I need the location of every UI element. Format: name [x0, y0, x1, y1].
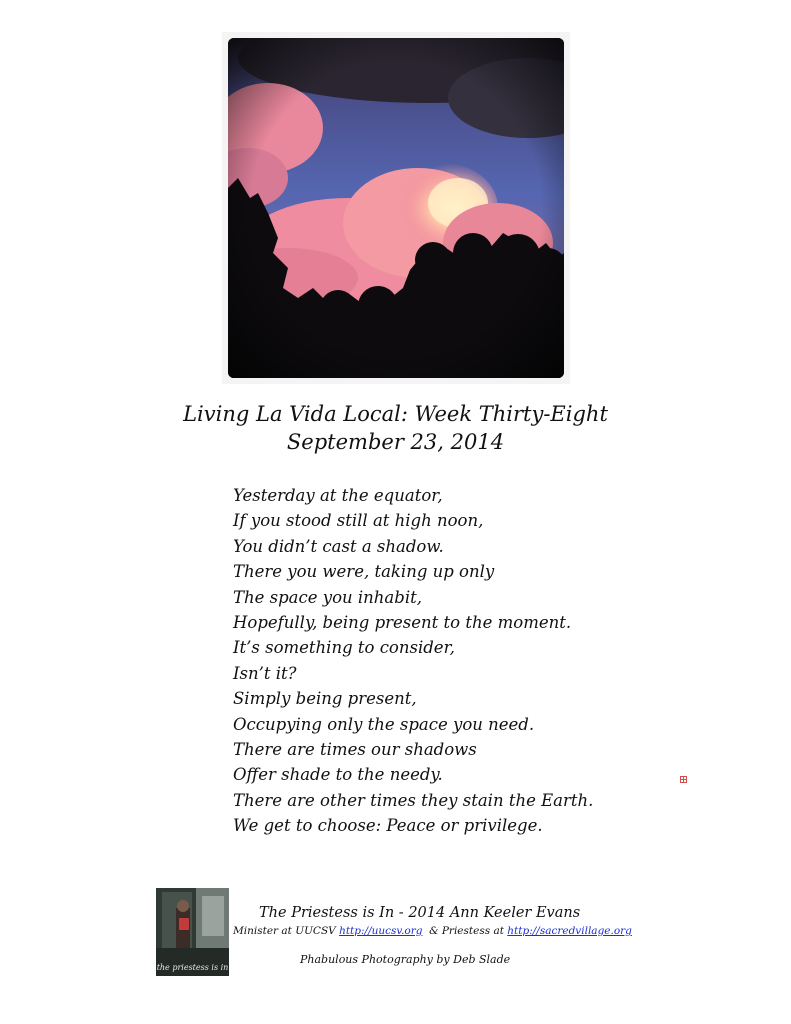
poem-line: Simply being present,	[233, 689, 417, 709]
page-date: September 23, 2014	[286, 430, 505, 454]
poem-line: Occupying only the space you need.	[233, 714, 535, 734]
poem-line: There are times our shadows	[233, 739, 477, 759]
image-placeholder-marker-icon	[680, 776, 687, 783]
minister-text: Minister at UUCSV	[233, 925, 340, 937]
page-title: Living La Vida Local: Week Thirty-Eight	[183, 402, 608, 426]
poem-line: The space you inhabit,	[233, 587, 422, 607]
poem-line: Offer shade to the needy.	[233, 765, 443, 785]
poem-line: It’s something to consider,	[233, 638, 455, 658]
poem	[233, 483, 593, 838]
sunset-illustration	[228, 38, 564, 378]
thumbnail-caption: the priestess is in	[156, 963, 229, 972]
poem-line: There are other times they stain the Earth.	[233, 790, 594, 810]
poem-line: There you were, taking up only	[233, 562, 495, 582]
poem-line: Yesterday at the equator,	[233, 486, 443, 505]
priestess-thumbnail	[156, 888, 229, 976]
uucsv-link[interactable]: http://uucsv.org	[339, 925, 423, 937]
sunset-photo-image	[228, 38, 564, 378]
poem-line: If you stood still at high noon,	[233, 511, 484, 531]
footer-affiliations	[233, 925, 632, 937]
sunset-photo	[222, 32, 570, 384]
poem-line: Isn’t it?	[233, 663, 297, 683]
footer-attribution: The Priestess is In - 2014 Ann Keeler Evans	[259, 905, 581, 921]
poem-line: You didn’t cast a shadow.	[233, 536, 444, 556]
priestess-text: & Priestess at	[422, 925, 508, 937]
photo-credit: Phabulous Photography by Deb Slade	[300, 953, 511, 966]
sacredvillage-link[interactable]: http://sacredvillage.org	[507, 925, 632, 937]
poem-line: We get to choose: Peace or privilege.	[233, 816, 543, 836]
poem-line: Hopefully, being present to the moment.	[233, 612, 572, 632]
